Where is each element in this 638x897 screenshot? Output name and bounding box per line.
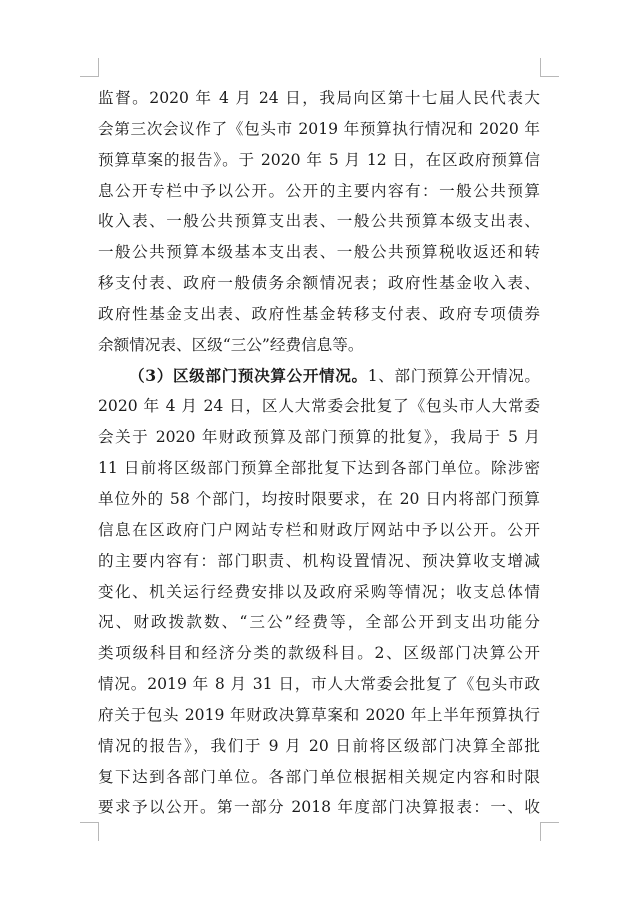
text-line: 情况。2019 年 8 月 31 日，市人大常委会批复了《包头市政 <box>98 675 540 694</box>
crop-mark-bottom-left <box>80 822 99 841</box>
text-line: 政府性基金支出表、政府性基金转移支付表、政府专项债券 <box>98 304 540 323</box>
text-line: 会关于 2020 年财政预算及部门预算的批复》，我局于 5 月 <box>98 428 540 447</box>
text-line: 况、财政拨款数、“三公”经费等，全部公开到支出功能分 <box>98 613 540 632</box>
text-line: 复下达到各部门单位。各部门单位根据相关规定内容和时限 <box>98 767 540 786</box>
text-line: 信息在区政府门户网站专栏和财政厅网站中予以公开。公开 <box>98 520 540 539</box>
text-line: 11 日前将区级部门预算全部批复下达到各部门单位。除涉密 <box>98 459 540 478</box>
section-first-line-text: 1、部门预算公开情况。 <box>367 366 540 385</box>
text-line: 变化、机关运行经费安排以及政府采购等情况；收支总体情 <box>98 582 540 601</box>
text-line: 监督。2020 年 4 月 24 日，我局向区第十七届人民代表大 <box>98 89 540 107</box>
text-line: 单位外的 58 个部门，均按时限要求，在 20 日内将部门预算 <box>98 489 540 508</box>
text-line: 类项级科目和经济分类的款级科目。2、区级部门决算公开 <box>98 644 540 663</box>
text-line: 2020 年 4 月 24 日，区人大常委会批复了《包头市人大常委 <box>98 397 540 416</box>
text-line: 移支付表、政府一般债务余额情况表；政府性基金收入表、 <box>98 274 540 293</box>
text-line: 会第三次会议作了《包头市 2019 年预算执行情况和 2020 年 <box>98 119 540 138</box>
text-line: 息公开专栏中予以公开。公开的主要内容有：一般公共预算 <box>98 181 540 200</box>
document-body <box>98 83 540 823</box>
text-line: 收入表、一般公共预算支出表、一般公共预算本级支出表、 <box>98 212 540 231</box>
text-line: 情况的报告》，我们于 9 月 20 日前将区级部门决算全部批 <box>98 736 540 755</box>
text-line: 府关于包头 2019 年财政决算草案和 2020 年上半年预算执行 <box>98 705 540 724</box>
crop-mark-bottom-right <box>540 822 559 841</box>
crop-mark-top-right <box>540 58 559 77</box>
text-line: 的主要内容有：部门职责、机构设置情况、预决算收支增减 <box>98 551 540 570</box>
section-heading: （3）区级部门预决算公开情况。 <box>129 365 368 385</box>
text-line: 要求予以公开。第一部分 2018 年度部门决算报表：一、收 <box>98 798 540 817</box>
text-line: 预算草案的报告》。于 2020 年 5 月 12 日，在区政府预算信 <box>98 150 540 169</box>
crop-mark-top-left <box>80 58 99 77</box>
text-line: 一般公共预算本级基本支出表、一般公共预算税收返还和转 <box>98 243 540 262</box>
section-first-line <box>98 361 540 392</box>
text-line: 余额情况表、区级“三公”经费信息等。 <box>98 335 364 354</box>
